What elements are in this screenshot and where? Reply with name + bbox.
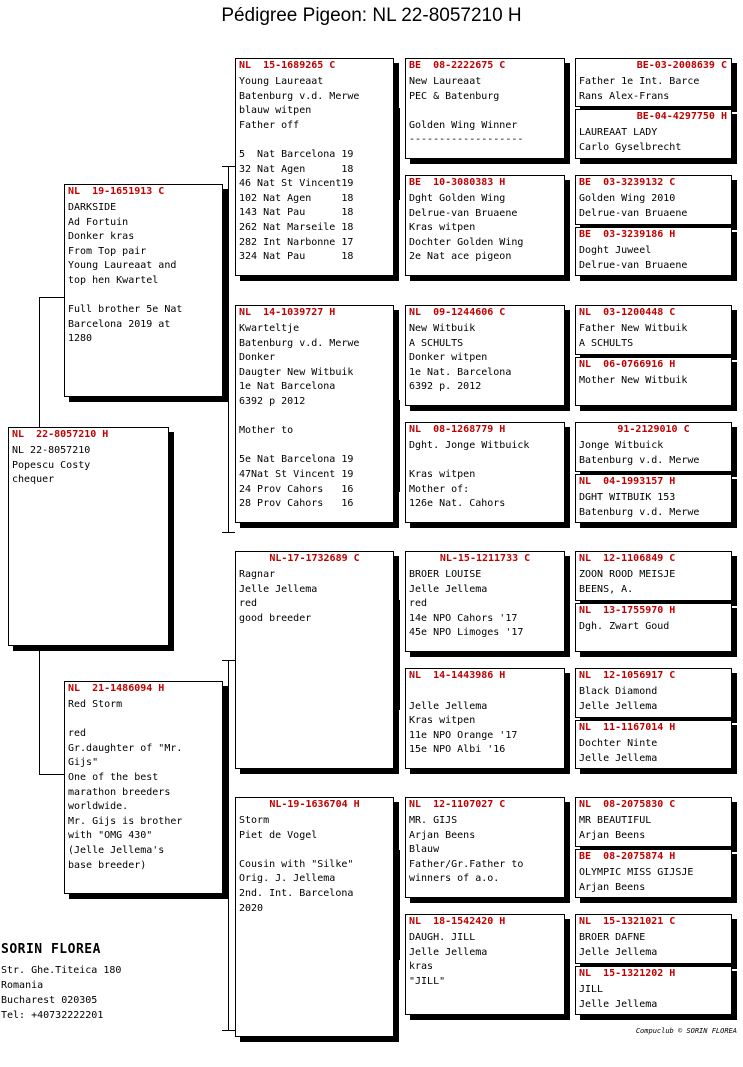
ring-number: NL 18-1542420 H	[409, 916, 506, 927]
connector-line	[39, 297, 40, 427]
ring-number: BE 10-3080383 H	[409, 177, 506, 188]
pigeon-card-g8[interactable]	[575, 474, 732, 523]
ring-number: NL 04-1993157 H	[579, 476, 676, 487]
pigeon-card-g4[interactable]	[575, 227, 732, 276]
ring-number: BE-04-4297750 H	[636, 111, 727, 122]
ring-number: NL 22-8057210 H	[12, 429, 109, 440]
ring-number: BE 03-3239132 C	[579, 177, 676, 188]
pigeon-card-ss[interactable]	[235, 58, 394, 276]
pigeon-info: Red Storm red Gr.daughter of "Mr. Gijs" One of the best marathon breeders worldwide. Mr. Gijs is brother with "OMG 430" (Jelle Jellema's base breeder)	[68, 699, 183, 871]
pigeon-info: MR BEAUTIFUL Arjan Beens	[579, 815, 652, 841]
pigeon-info: Jonge Witbuick Batenburg v.d. Merwe	[579, 440, 700, 466]
pigeon-info: Storm Piet de Vogel Cousin with "Silke" Orig. J. Jellema 2nd. Int. Barcelona 2020	[239, 815, 354, 914]
ring-number: NL-19-1636704 H	[269, 799, 360, 810]
pigeon-card-dd[interactable]	[235, 797, 394, 1037]
connector-line	[222, 1030, 235, 1031]
ring-number: BE-03-2008639 C	[636, 60, 727, 71]
ring-number: NL 08-1268779 H	[409, 424, 506, 435]
pigeon-info: Father New Witbuik A SCHULTS	[579, 323, 688, 349]
ring-number: NL 03-1200448 C	[579, 307, 676, 318]
pigeon-info: NL 22-8057210 Popescu Costy chequer	[12, 445, 91, 486]
pigeon-card-dam[interactable]	[64, 681, 223, 894]
pigeon-info: Ragnar Jelle Jellema red good breeder	[239, 569, 318, 624]
pigeon-card-dss[interactable]	[405, 551, 565, 652]
pigeon-info: Dochter Ninte Jelle Jellema	[579, 738, 658, 764]
ring-number: NL 08-2075830 C	[579, 799, 676, 810]
ring-number: NL 21-1486094 H	[68, 683, 165, 694]
connector-line	[222, 166, 235, 167]
ring-number: NL-17-1732689 C	[269, 553, 360, 564]
pigeon-card-ssd[interactable]	[405, 175, 565, 276]
pigeon-card-subject[interactable]	[8, 427, 169, 646]
connector-line	[39, 297, 64, 298]
ring-number: NL 09-1244606 C	[409, 307, 506, 318]
pigeon-info: Young Laureaat Batenburg v.d. Merwe blauw witpen Father off 5 Nat Barcelona 19 32 Nat Agen 18 46 Nat St Vincent19 102 Nat Agen 18 143 Nat Pau 18 262 Nat Marseile 18 282 Int Narbonne 17 324 Nat Pau 18	[239, 76, 360, 263]
pigeon-card-g11[interactable]	[575, 668, 732, 718]
pigeon-card-g1[interactable]	[575, 58, 732, 107]
connector-line	[399, 850, 400, 960]
pigeon-card-g5[interactable]	[575, 305, 732, 355]
pigeon-info: New Witbuik A SCHULTS Donker witpen 1e Nat. Barcelona 6392 p. 2012	[409, 323, 512, 393]
pigeon-info: Golden Wing 2010 Delrue-van Bruaene	[579, 193, 688, 219]
connector-line	[222, 532, 235, 533]
owner-block	[1, 942, 121, 1023]
pigeon-info: Doght Juweel Delrue-van Bruaene	[579, 245, 688, 271]
connector-line	[569, 583, 570, 633]
connector-line	[569, 700, 570, 752]
pigeon-card-g15[interactable]	[575, 914, 732, 964]
pigeon-card-sds[interactable]	[405, 305, 565, 406]
ring-number: NL 12-1106849 C	[579, 553, 676, 564]
ring-number: NL 06-0766916 H	[579, 359, 676, 370]
pigeon-card-g10[interactable]	[575, 603, 732, 652]
connector-line	[399, 108, 400, 200]
connector-line	[569, 208, 570, 260]
ring-number: NL 14-1039727 H	[239, 307, 336, 318]
ring-number: NL 15-1321202 H	[579, 968, 676, 979]
connector-line	[569, 825, 570, 875]
pigeon-info: MR. GIJS Arjan Beens Blauw Father/Gr.Father to winners of a.o.	[409, 815, 524, 885]
pigeon-card-g12[interactable]	[575, 720, 732, 769]
ring-number: BE 03-3239186 H	[579, 229, 676, 240]
pigeon-info: DARKSIDE Ad Fortuin Donker kras From Top pair Young Laureaat and top hen Kwartel Full brother 5e Nat Barcelona 2019 at 1280	[68, 202, 183, 345]
connector-line	[399, 400, 400, 492]
ring-number: BE 08-2075874 H	[579, 851, 676, 862]
ring-number: NL 12-1107027 C	[409, 799, 506, 810]
ring-number: NL 11-1167014 H	[579, 722, 676, 733]
pigeon-info: BROER DAFNE Jelle Jellema	[579, 932, 658, 958]
owner-address: Str. Ghe.Titeica 180 Romania Bucharest 020305 Tel: +40732222201	[1, 965, 122, 1021]
pigeon-info: DAUGH. JILL Jelle Jellema kras "JILL"	[409, 932, 488, 987]
ring-number: BE 08-2222675 C	[409, 60, 506, 71]
pigeon-card-g14[interactable]	[575, 849, 732, 898]
ring-number: NL 15-1689265 C	[239, 60, 336, 71]
pigeon-info: Black Diamond Jelle Jellema	[579, 686, 658, 712]
footer-credit: Compuclub © SORIN FLOREA	[635, 1027, 737, 1035]
ring-number: NL-15-1211733 C	[439, 553, 531, 564]
pigeon-info: Dght. Jonge Witbuick Kras witpen Mother of: 126e Nat. Cahors	[409, 440, 530, 510]
pigeon-info: BROER LOUISE Jelle Jellema red 14e NPO Cahors '17 45e NPO Limoges '17	[409, 569, 524, 639]
pigeon-card-g9[interactable]	[575, 551, 732, 601]
owner-name: SORIN FLOREA	[1, 942, 101, 957]
connector-line	[39, 774, 64, 775]
pigeon-info: JILL Jelle Jellema	[579, 984, 658, 1010]
page-title: Pédigree Pigeon: NL 22-8057210 H	[221, 5, 522, 26]
connector-line	[569, 337, 570, 387]
pigeon-info: Father 1e Int. Barce Rans Alex-Frans	[579, 76, 700, 102]
pigeon-info: Kwarteltje Batenburg v.d. Merwe Donker Daugter New Witbuik 1e Nat Barcelona 6392 p 2012 Mother to 5e Nat Barcelona 19 47Nat St Vincent 19 24 Prov Cahors 16 28 Prov Cahors 16	[239, 323, 360, 510]
pigeon-card-g13[interactable]	[575, 797, 732, 847]
pigeon-card-sd[interactable]	[235, 305, 394, 523]
pigeon-info: ZOON ROOD MEISJE BEENS, A.	[579, 569, 676, 595]
connector-line	[569, 88, 570, 138]
pigeon-card-g3[interactable]	[575, 175, 732, 225]
ring-number: NL 13-1755970 H	[579, 605, 676, 616]
ring-number: NL 14-1443986 H	[409, 670, 506, 681]
pigeon-card-g2[interactable]	[575, 109, 732, 159]
pigeon-card-dsd[interactable]	[405, 668, 565, 769]
pigeon-info: New Laureaat PEC & Batenburg Golden Wing Winner -------------------	[409, 76, 524, 146]
ring-number: NL 19-1651913 C	[68, 186, 165, 197]
pigeon-card-g7[interactable]	[575, 422, 732, 472]
pigeon-info: Jelle Jellema Kras witpen 11e NPO Orange '17 15e NPO Albi '16	[409, 700, 518, 756]
ring-number: 91-2129010 C	[617, 424, 690, 435]
pigeon-card-g16[interactable]	[575, 966, 732, 1015]
pigeon-card-sss[interactable]	[405, 58, 565, 159]
connector-line	[569, 455, 570, 505]
pigeon-info: OLYMPIC MISS GIJSJE Arjan Beens	[579, 867, 694, 893]
pigeon-info: Mother New Witbuik	[579, 375, 688, 386]
connector-line	[39, 645, 40, 775]
pigeon-info: DGHT WITBUIK 153 Batenburg v.d. Merwe	[579, 492, 700, 518]
pigeon-info: Dgh. Zwart Goud	[579, 621, 670, 632]
connector-line	[569, 945, 570, 997]
ring-number: NL 15-1321021 C	[579, 916, 676, 927]
pigeon-info: LAUREAAT LADY Carlo Gyselbrecht	[579, 127, 682, 153]
pigeon-card-dds[interactable]	[405, 797, 565, 898]
connector-line	[228, 660, 229, 1030]
pigeon-card-g6[interactable]	[575, 357, 732, 406]
pigeon-card-ddd[interactable]	[405, 914, 565, 1015]
pigeon-card-sdd[interactable]	[405, 422, 565, 523]
connector-line	[222, 660, 235, 661]
ring-number: NL 12-1056917 C	[579, 670, 676, 681]
pigeon-card-sire[interactable]	[64, 184, 223, 397]
connector-line	[228, 166, 229, 533]
connector-line	[399, 600, 400, 710]
pigeon-card-ds[interactable]	[235, 551, 394, 769]
pigeon-info: Dght Golden Wing Delrue-van Bruaene Kras witpen Dochter Golden Wing 2e Nat ace pigeon	[409, 193, 524, 263]
